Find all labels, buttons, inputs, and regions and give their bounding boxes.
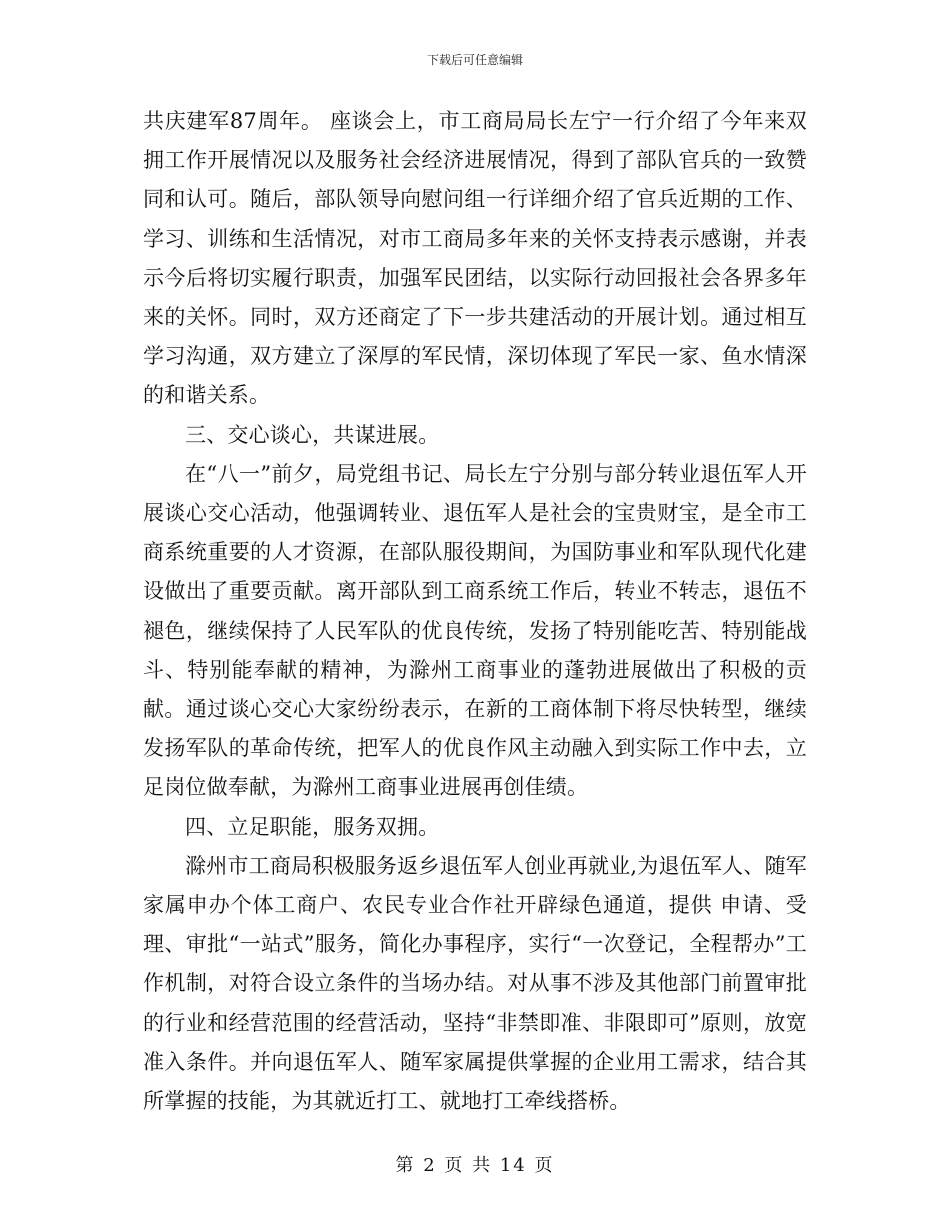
paragraph-section-4: 滁州市工商局积极服务返乡退伍军人创业再就业,为退伍军人、随军家属申办个体工商户、农民专业合作社开辟绿色通道，提供 申请、受理、审批“一站式”服务，简化办事程序，实行“一次登记，全程帮办”工作机制，对符合设立条件的当场办结。对从事不涉及其他部门前置审批的行业和经营范围的经营活动，坚持“非禁即准、非限即可”原则，放宽准入条件。并向退伍军人、随军家属提供掌握的企业用工需求，结合其所掌握的技能，为其就近打工、就地打工牵线搭桥。 (143, 853, 807, 1114)
paragraph-section-3: 在“八一”前夕，局党组书记、局长左宁分别与部分转业退伍军人开展谈心交心活动，他强调转业、退伍军人是社会的宝贵财宝，是全市工商系统重要的人才资源，在部队服役期间，为国防事业和军队现代化建设做出了重要贡献。离开部队到工商系统工作后，转业不转志，退伍不褪色，继续保持了人民军队的优良传统，发扬了特别能吃苦、特别能战斗、特别能奉献的精神，为滁州工商事业的蓬勃进展做出了积极的贡献。通过谈心交心大家纷纷表示，在新的工商体制下将尽快转型，继续发扬军队的革命传统，把军人的优良作风主动融入到实际工作中去，立足岗位做奉献，为滁州工商事业进展再创佳绩。 (143, 461, 807, 800)
paragraph-continuation: 共庆建军87周年。 座谈会上，市工商局局长左宁一行介绍了今年来双拥工作开展情况以及服务社会经济进展情况，得到了部队官兵的一致赞同和认可。随后，部队领导向慰问组一行详细介绍了官兵近期的工作、学习、训练和生活情况，对市工商局多年来的关怀支持表示感谢，并表示今后将切实履行职责，加强军民团结，以实际行动回报社会各界多年来的关怀。同时，双方还商定了下一步共建活动的开展计划。通过相互学习沟通，双方建立了深厚的军民情，深切体现了军民一家、鱼水情深的和谐关系。 (143, 109, 807, 408)
section-heading-4: 四、立足职能，服务双拥。 (185, 814, 440, 839)
page-number-footer: 第 2 页 共 14 页 (395, 1155, 555, 1176)
document-body (143, 102, 807, 1121)
page-header: 下载后可任意编辑 (426, 53, 523, 67)
section-heading-3: 三、交心谈心，共谋进展。 (185, 422, 440, 447)
